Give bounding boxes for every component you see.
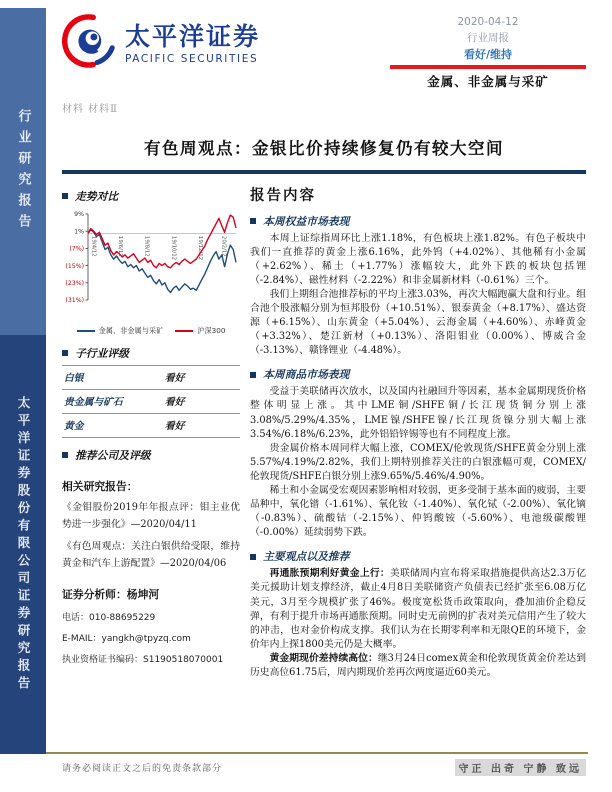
recommend-section-title: 推荐公司及评级 xyxy=(75,448,151,462)
industry-title: 金属、非金属与采矿 xyxy=(427,73,549,89)
body-paragraph: 黄金期现价差持续高位：继3月24日comex黄金和伦敦现货黄金价差达到历史高位61.75后，周内期现价差再次两度逼近60美元。 xyxy=(250,652,586,679)
analyst-label: 证券分析师： xyxy=(62,588,127,602)
svg-text:19/12/12: 19/12/12 xyxy=(197,235,203,260)
svg-text:19/10/12: 19/10/12 xyxy=(170,235,177,260)
svg-text:(15%): (15%) xyxy=(65,262,84,270)
analyst-email xyxy=(62,631,240,644)
breadcrumb: 材料 材料Ⅱ xyxy=(62,103,118,115)
section-heading xyxy=(250,367,586,382)
report-header xyxy=(62,0,586,90)
svg-text:20/2/12: 20/2/12 xyxy=(220,235,227,257)
section-heading xyxy=(250,549,586,564)
title-divider xyxy=(62,170,586,174)
section-title: 本周商品市场表现 xyxy=(263,368,350,382)
sub-rating-row xyxy=(62,413,240,438)
company-motto: 守正 出奇 宁静 致远 xyxy=(455,759,586,776)
email-label: E-MAIL： xyxy=(62,634,102,645)
paragraph-lead: 再通胀预期利好黄金上行： xyxy=(269,568,390,580)
sub-rating-section-header xyxy=(62,346,240,361)
svg-text:(23%): (23%) xyxy=(65,279,84,287)
sub-rating-row xyxy=(62,389,240,413)
square-bullet-icon xyxy=(62,350,68,356)
legend-item xyxy=(77,326,164,336)
report-date: 2020-04-12 xyxy=(457,16,519,28)
legend-item xyxy=(175,326,225,336)
sub-rating-row xyxy=(62,365,240,389)
section-heading xyxy=(250,214,586,229)
analyst-cert xyxy=(62,652,240,665)
disclaimer-text: 请务必阅读正文之后的免责条款部分 xyxy=(62,764,223,774)
sub-rating-table xyxy=(62,365,240,438)
analyst-heading xyxy=(62,587,240,602)
trend-comparison-chart xyxy=(62,208,240,326)
brand-name-en: PACIFIC SECURITIES xyxy=(125,53,259,65)
email-value: yangkh@tpyzq.com xyxy=(101,634,191,645)
report-type-label: 行业周报 xyxy=(467,32,509,44)
related-report-list xyxy=(62,499,240,573)
red-divider xyxy=(390,65,586,69)
sub-rating-section-title: 子行业评级 xyxy=(75,346,129,360)
phone-value: 010-88695229 xyxy=(89,613,156,624)
sidebar-category-band xyxy=(0,8,46,335)
sub-industry-name: 黄金 xyxy=(64,421,84,432)
paragraph-lead: 黄金期现价差持续高位： xyxy=(269,652,378,664)
body-paragraph: 贵金属价格本周同样大幅上涨，COMEX/伦敦现货/SHFE黄金分别上涨5.57%/4.19%/2.82%，我们上期特别推荐关注的白银涨幅可观，COMEX/伦敦现货/SHFE白银分别上涨9.65%/5.46%/4.90%。 xyxy=(250,442,586,482)
sub-industry-name: 贵金属与矿石 xyxy=(64,397,123,408)
footer-divider xyxy=(46,752,588,754)
phone-label: 电话： xyxy=(62,613,90,624)
square-bullet-icon xyxy=(62,452,68,458)
section-title: 本周权益市场表现 xyxy=(263,214,350,228)
svg-text:(7%): (7%) xyxy=(69,245,84,253)
left-column xyxy=(62,183,240,681)
header-meta xyxy=(390,14,586,90)
related-report-item: 《金钼股份2019年年报点评：钼主业优势进一步强化》—2020/04/11 xyxy=(62,501,240,530)
sidebar-company-label: 太平洋证券股份有限公司证券研究报告 xyxy=(16,395,31,694)
left-sidebar xyxy=(0,8,46,754)
legend-line-icon xyxy=(175,330,193,332)
page-footer xyxy=(62,759,586,776)
trend-section-title: 走势对比 xyxy=(75,189,119,203)
body-paragraph: 本周上证综指周环比上涨1.18%，有色板块上涨1.82%。有色子板块中我们一直推荐的黄金上涨6.16%，此外钨（+4.02%）、其他稀有小金属（+2.62%）、稀土（+1.77%）涨幅较大，此外下跌的板块包括锂（-2.84%）、磁性材料（-2.22%）和非金属新材料（-0.61%）三个。 xyxy=(250,232,586,286)
brand-block xyxy=(62,14,260,68)
svg-text:19/6/12: 19/6/12 xyxy=(117,235,124,257)
sub-industry-rating: 看好 xyxy=(164,397,185,408)
legend-line-icon xyxy=(77,330,95,332)
body-paragraph: 稀土和小金属受宏观因素影响相对较弱，更多受制于基本面的疲弱，主要品种中，氧化镨（-1.61%）、氧化钕（-1.40%）、氧化铽（-2.00%）、氧化镝（-0.83%）、硫酸钴（-2.15%）、仲钨酸铵（-5.60%）、电池级碳酸锂（-0.00%）延续弱势下跌。 xyxy=(250,485,586,539)
related-report-item: 《有色周观点：关注白银供给受限，维持黄金和汽车上游配置》—2020/04/06 xyxy=(62,540,240,569)
sidebar-category-label: 行业研究报告 xyxy=(15,108,31,235)
svg-text:(31%): (31%) xyxy=(65,296,84,304)
two-column-body xyxy=(62,183,586,681)
square-bullet-icon xyxy=(250,554,256,560)
square-bullet-icon xyxy=(250,372,256,378)
sub-industry-rating: 看好 xyxy=(164,421,185,432)
page-content xyxy=(62,0,586,680)
cert-value: S1190518070001 xyxy=(143,655,224,666)
sub-industry-rating: 看好 xyxy=(164,373,185,384)
legend-label: 沪深300 xyxy=(197,325,226,335)
recommend-section-header xyxy=(62,448,240,463)
report-title: 有色周观点：金银比价持续修复仍有较大空间 xyxy=(144,138,504,158)
rating-status: 看好/维持 xyxy=(463,48,513,61)
analyst-name: 杨坤河 xyxy=(126,588,160,602)
section-title: 主要观点以及推荐 xyxy=(263,550,350,564)
related-reports-heading: 相关研究报告： xyxy=(62,479,138,493)
svg-text:9%: 9% xyxy=(74,210,84,218)
sidebar-company-band xyxy=(0,335,46,754)
body-paragraph: 再通胀预期利好黄金上行：美联储周内宣布将采取措施提供高达2.3万亿美元援助计划支撑经济，截止4月8日美联储资产负债表已经扩张至6.08万亿美元，3月至今规模扩张了46%。极度宽松货币政策取向，叠加油价企稳反弹，有利于提升市场再通胀预期。同时史无前例的扩表对美元信用产生了较大的冲击，也对金价构成支撑。我们认为在长期零利率和无限QE的环境下，金价年内上探1800美元仍是大概率。 xyxy=(250,568,586,650)
body-paragraph: 受益于美联储再次放水，以及国内社融回升等因素，基本金属期现货价格整体明显上涨。其中LME铜/SHFE铜/长江现货铜分别上涨3.08%/5.29%/4.35%，LME镍/SHFE镍/长江现货镍分别大幅上涨3.54%/6.18%/6.23%，此外铝铅锌锡等也有不同程度上涨。 xyxy=(250,386,586,440)
cert-label: 执业资格证书编码： xyxy=(62,655,144,666)
analyst-phone xyxy=(62,610,240,623)
svg-text:19/8/12: 19/8/12 xyxy=(143,235,150,257)
legend-label: 金属、非金属与采矿 xyxy=(98,325,164,335)
svg-text:19/4/12: 19/4/12 xyxy=(90,235,97,257)
body-paragraph: 我们上期组合池推荐标的平均上涨3.03%，再次大幅跑赢大盘和行业。组合池个股涨幅分别为恒邦股份（+10.51%）、银泰黄金（+8.17%）、盛达资源（+6.15%）、山东黄金（+5.04%）、云海金属（+4.60%）、赤峰黄金（+3.32%）、楚江新材（+0.13%）、洛阳钼业（0.00%）、博威合金（-3.13%）、赣锋锂业（-4.48%）。 xyxy=(250,288,586,357)
square-bullet-icon xyxy=(62,193,68,199)
sub-industry-name: 白银 xyxy=(64,373,84,384)
report-sections xyxy=(250,214,586,681)
pacific-securities-logo-icon xyxy=(62,14,116,68)
chart-legend xyxy=(62,326,240,336)
square-bullet-icon xyxy=(250,218,256,224)
trend-section-header xyxy=(62,189,240,204)
right-column xyxy=(250,183,586,681)
brand-text xyxy=(125,17,260,65)
brand-name-cn: 太平洋证券 xyxy=(125,22,261,51)
svg-text:1%: 1% xyxy=(74,227,84,235)
report-content-heading: 报告内容 xyxy=(250,186,316,204)
